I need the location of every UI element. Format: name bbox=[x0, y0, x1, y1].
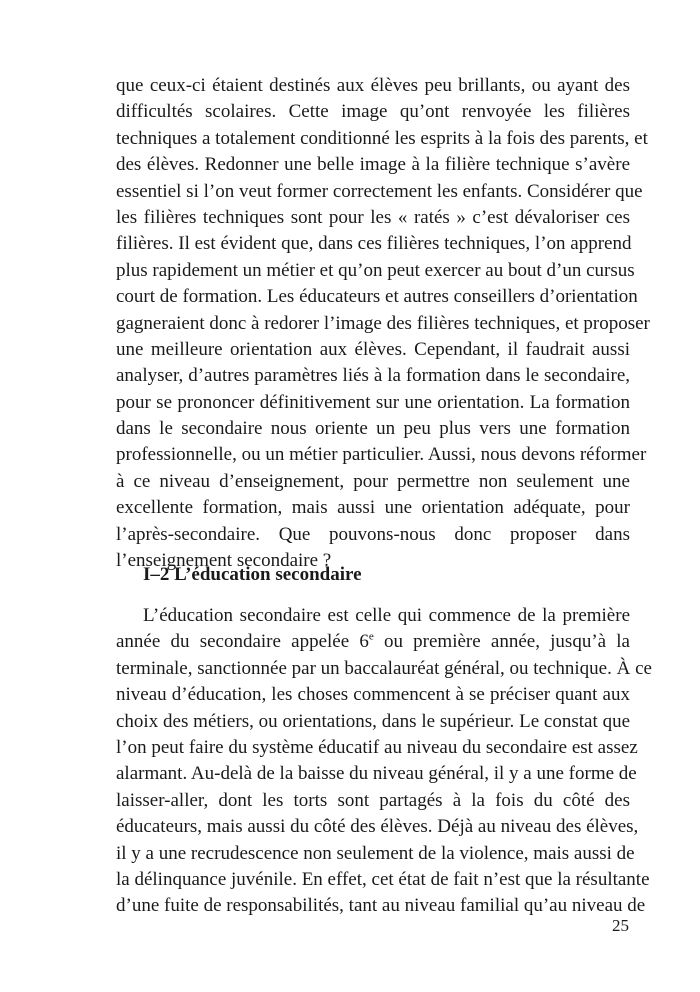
text-fragment: année du secondaire appelée 6 bbox=[116, 631, 369, 653]
text-line: pour se prononcer définitivement sur une orientation. La formation bbox=[116, 391, 630, 413]
text-line: une meilleure orientation aux élèves. Cependant, il faudrait aussi bbox=[116, 338, 630, 360]
text-line: d’une fuite de responsabilités, tant au niveau familial qu’au niveau de bbox=[116, 895, 646, 917]
text-line: les filières techniques sont pour les « ratés » c’est dévaloriser ces bbox=[116, 206, 630, 228]
paragraph-bottom bbox=[116, 603, 652, 920]
text-line: techniques a totalement conditionné les esprits à la fois des parents, et bbox=[116, 127, 648, 149]
text-line: dans le secondaire nous oriente un peu plus vers une formation bbox=[116, 418, 630, 440]
text-line: gagneraient donc à redorer l’image des filières techniques, et proposer bbox=[116, 312, 650, 334]
text-line: filières. Il est évident que, dans ces filières techniques, l’on apprend bbox=[116, 233, 632, 255]
text-line: essentiel si l’on veut former correctement les enfants. Considérer que bbox=[116, 180, 643, 202]
superscript: e bbox=[368, 631, 374, 644]
text-line: que ceux-ci étaient destinés aux élèves peu brillants, ou ayant des bbox=[116, 75, 630, 96]
text-line: alarmant. Au-delà de la baisse du niveau général, il y a une forme de bbox=[116, 763, 637, 785]
text-line: professionnelle, ou un métier particulier. Aussi, nous devons réformer bbox=[116, 444, 647, 466]
paragraph-top bbox=[116, 73, 650, 574]
text-line: la délinquance juvénile. En effet, cet état de fait n’est que la résultante bbox=[116, 868, 650, 890]
text-line: terminale, sanctionnée par un baccalauréat général, ou technique. À ce bbox=[116, 657, 652, 679]
text-line: choix des métiers, ou orientations, dans le supérieur. Le constat que bbox=[116, 710, 630, 732]
text-line: excellente formation, mais aussi une orientation adéquate, pour bbox=[116, 497, 630, 519]
text-line: laisser-aller, dont les torts sont partagés à la fois du côté des bbox=[116, 789, 630, 811]
text-line: l’après-secondaire. Que pouvons-nous donc proposer dans bbox=[116, 523, 630, 545]
text-line: court de formation. Les éducateurs et autres conseillers d’orientation bbox=[116, 286, 638, 308]
text-line: analyser, d’autres paramètres liés à la formation dans le secondaire, bbox=[116, 365, 630, 387]
text-line: plus rapidement un métier et qu’on peut exercer au bout d’un cursus bbox=[116, 259, 635, 281]
text-line: l’on peut faire du système éducatif au niveau du secondaire est assez bbox=[116, 736, 638, 758]
text-line: éducateurs, mais aussi du côté des élèves. Déjà au niveau des élèves, bbox=[116, 816, 639, 838]
text-line: à ce niveau d’enseignement, pour permettre non seulement une bbox=[116, 470, 630, 492]
text-line: niveau d’éducation, les choses commencent à se préciser quant aux bbox=[116, 684, 630, 706]
text-line-with-superscript bbox=[116, 629, 630, 655]
text-line: difficultés scolaires. Cette image qu’ont renvoyée les filières bbox=[116, 101, 630, 123]
text-line: l’enseignement secondaire ? bbox=[116, 550, 332, 572]
text-line: L’éducation secondaire est celle qui commence de la première bbox=[143, 605, 630, 626]
section-heading: I–2 L’éducation secondaire bbox=[143, 564, 362, 585]
page-number: 25 bbox=[612, 916, 629, 935]
text-fragment: ou première année, jusqu’à la bbox=[373, 631, 630, 653]
text-line: des élèves. Redonner une belle image à la filière technique s’avère bbox=[116, 154, 630, 176]
text-line: il y a une recrudescence non seulement de la violence, mais aussi de bbox=[116, 842, 635, 864]
